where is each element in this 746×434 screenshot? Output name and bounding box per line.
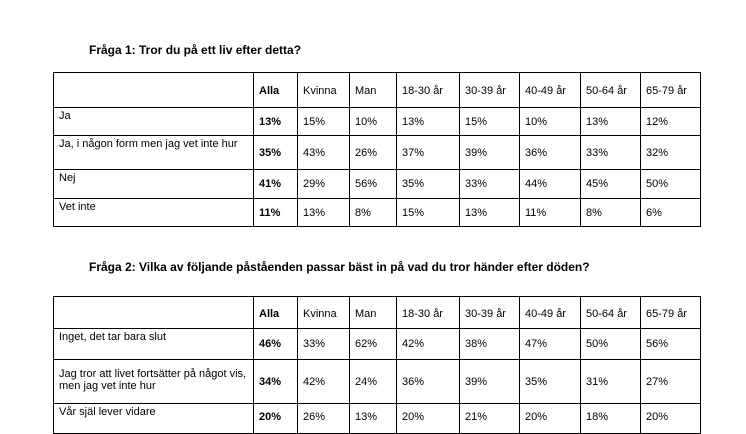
cell-50-64: 33% <box>581 136 641 170</box>
cell-50-64: 45% <box>581 170 641 199</box>
cell-65-79: 12% <box>641 108 701 136</box>
cell-man: 24% <box>350 360 397 404</box>
row-label: Ja, i någon form men jag vet inte hur <box>54 136 254 170</box>
cell-40-49: 36% <box>520 136 581 170</box>
cell-alla: 41% <box>254 170 298 199</box>
cell-18-30: 36% <box>397 360 460 404</box>
cell-50-64: 50% <box>581 329 641 360</box>
question-2-table <box>53 296 701 434</box>
column-header-18-30: 18-30 år <box>397 73 460 108</box>
table-row <box>54 199 701 227</box>
cell-40-49: 10% <box>520 108 581 136</box>
cell-65-79: 50% <box>641 170 701 199</box>
cell-30-39: 33% <box>460 170 520 199</box>
column-header-18-30: 18-30 år <box>397 297 460 329</box>
cell-man: 13% <box>350 404 397 434</box>
cell-30-39: 15% <box>460 108 520 136</box>
cell-18-30: 35% <box>397 170 460 199</box>
cell-man: 10% <box>350 108 397 136</box>
cell-40-49: 35% <box>520 360 581 404</box>
cell-man: 8% <box>350 199 397 227</box>
question-1-table <box>53 72 701 227</box>
header-empty-cell <box>54 73 254 108</box>
header-empty-cell <box>54 297 254 329</box>
table-row <box>54 136 701 170</box>
cell-65-79: 32% <box>641 136 701 170</box>
column-header-man: Man <box>350 73 397 108</box>
column-header-kvinna: Kvinna <box>298 297 350 329</box>
cell-kvinna: 26% <box>298 404 350 434</box>
column-header-kvinna: Kvinna <box>298 73 350 108</box>
cell-kvinna: 13% <box>298 199 350 227</box>
cell-18-30: 13% <box>397 108 460 136</box>
column-header-man: Man <box>350 297 397 329</box>
cell-alla: 11% <box>254 199 298 227</box>
table-row <box>54 360 701 404</box>
cell-40-49: 11% <box>520 199 581 227</box>
column-header-50-64: 50-64 år <box>581 297 641 329</box>
cell-30-39: 39% <box>460 360 520 404</box>
cell-40-49: 47% <box>520 329 581 360</box>
cell-man: 56% <box>350 170 397 199</box>
cell-50-64: 31% <box>581 360 641 404</box>
table-row <box>54 329 701 360</box>
cell-65-79: 20% <box>641 404 701 434</box>
row-label: Vet inte <box>54 199 254 227</box>
question-1-title: Fråga 1: Tror du på ett liv efter detta? <box>89 43 302 57</box>
cell-18-30: 42% <box>397 329 460 360</box>
row-label: Vår själ lever vidare <box>54 404 254 434</box>
cell-65-79: 27% <box>641 360 701 404</box>
cell-alla: 34% <box>254 360 298 404</box>
cell-40-49: 20% <box>520 404 581 434</box>
row-label: Ja <box>54 108 254 136</box>
column-header-alla: Alla <box>254 73 298 108</box>
cell-alla: 35% <box>254 136 298 170</box>
row-label: Jag tror att livet fortsätter på något vis, men jag vet inte hur <box>54 360 254 404</box>
row-label: Inget, det tar bara slut <box>54 329 254 360</box>
column-header-30-39: 30-39 år <box>460 73 520 108</box>
cell-30-39: 13% <box>460 199 520 227</box>
column-header-30-39: 30-39 år <box>460 297 520 329</box>
row-label: Nej <box>54 170 254 199</box>
table-header-row <box>54 297 701 329</box>
table-row <box>54 170 701 199</box>
cell-kvinna: 15% <box>298 108 350 136</box>
cell-kvinna: 33% <box>298 329 350 360</box>
column-header-50-64: 50-64 år <box>581 73 641 108</box>
cell-alla: 13% <box>254 108 298 136</box>
cell-30-39: 21% <box>460 404 520 434</box>
cell-65-79: 56% <box>641 329 701 360</box>
cell-18-30: 20% <box>397 404 460 434</box>
cell-alla: 46% <box>254 329 298 360</box>
cell-50-64: 18% <box>581 404 641 434</box>
cell-65-79: 6% <box>641 199 701 227</box>
cell-kvinna: 42% <box>298 360 350 404</box>
column-header-alla: Alla <box>254 297 298 329</box>
cell-alla: 20% <box>254 404 298 434</box>
cell-30-39: 39% <box>460 136 520 170</box>
cell-18-30: 37% <box>397 136 460 170</box>
cell-18-30: 15% <box>397 199 460 227</box>
cell-kvinna: 29% <box>298 170 350 199</box>
cell-man: 26% <box>350 136 397 170</box>
cell-50-64: 13% <box>581 108 641 136</box>
column-header-65-79: 65-79 år <box>641 73 701 108</box>
table-row <box>54 108 701 136</box>
cell-50-64: 8% <box>581 199 641 227</box>
column-header-65-79: 65-79 år <box>641 297 701 329</box>
cell-man: 62% <box>350 329 397 360</box>
question-2-title: Fråga 2: Vilka av följande påståenden passar bäst in på vad du tror händer efter döden? <box>89 260 590 274</box>
cell-30-39: 38% <box>460 329 520 360</box>
table-header-row <box>54 73 701 108</box>
cell-40-49: 44% <box>520 170 581 199</box>
column-header-40-49: 40-49 år <box>520 73 581 108</box>
cell-kvinna: 43% <box>298 136 350 170</box>
column-header-40-49: 40-49 år <box>520 297 581 329</box>
